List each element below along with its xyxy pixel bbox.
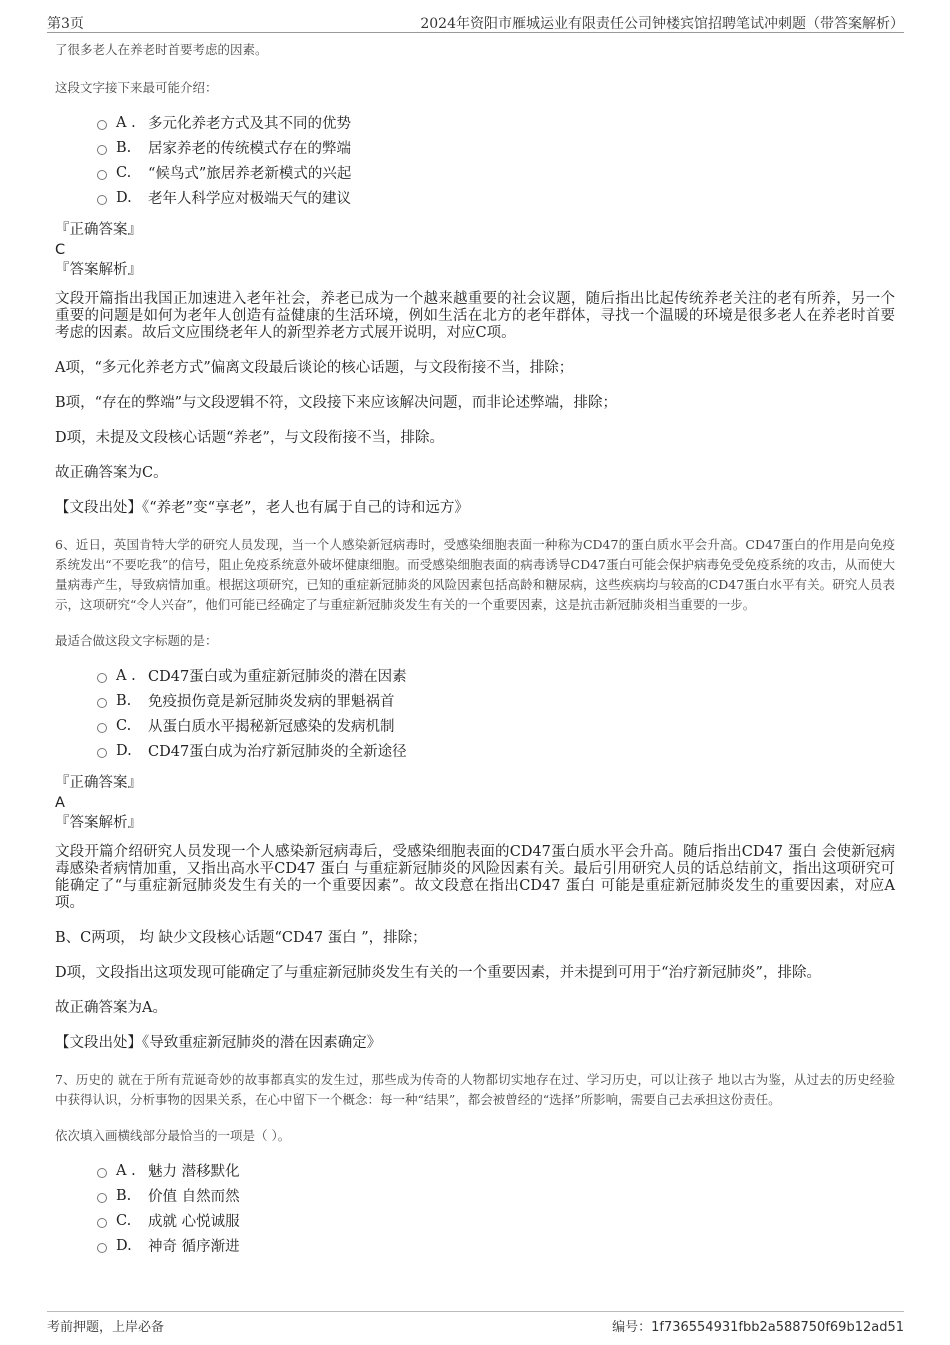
radio-icon[interactable] [97, 170, 107, 180]
q5-passage-tail: 了很多老人在养老时首要考虑的因素。 [55, 42, 268, 57]
q5-analysis-paragraph: 故正确答案为C。 [55, 465, 168, 481]
q5-options [97, 110, 895, 210]
q5-prompt: 这段文字接下来最可能介绍： [55, 80, 218, 95]
page-footer [47, 1311, 904, 1338]
q7-passage: 7、历史的 就在于所有荒诞奇妙的故事都真实的发生过，那些成为传奇的人物都切实地存在过、学习历史，可以让孩子 地以古为鉴，从过去的历史经验中获得认识，分析事物的因果关系，在心中留下一个概念：每一种“结果”，都会被曾经的“选择”所影响，需要自己去承担这份责任。 [55, 1072, 895, 1107]
q5-answer-heading: 『正确答案』 [55, 222, 142, 238]
radio-icon[interactable] [97, 195, 107, 205]
radio-icon[interactable] [97, 673, 107, 683]
q5-option-b[interactable]: B. 居家养老的传统模式存在的弊端 [97, 135, 895, 160]
q6-option-c[interactable]: C. 从蛋白质水平揭秘新冠感染的发病机制 [97, 713, 895, 738]
q5-analysis-paragraph: B项，“存在的弊端”与文段逻辑不符，文段接下来应该解决问题，而非论述弊端，排除； [55, 395, 617, 411]
footer-code-label: 编号： [612, 1320, 652, 1335]
q6-passage: 6、近日，英国肯特大学的研究人员发现，当一个人感染新冠病毒时，受感染细胞表面一种称为CD47的蛋白质水平会升高。CD47蛋白的作用是向免疫系统发出“不要吃我”的信号，阻止免疫系统意外破坏健康细胞。而受感染细胞表面的病毒诱导CD47蛋白可能会保护病毒免受免疫系统的攻击，从而使大量病毒产生，导致病情加重。根据这项研究，已知的重症新冠肺炎的风险因素包括高龄和糖尿病，这些疾病均与较高的CD47蛋白水平有关。研究人员表示，这项研究“令人兴奋”，他们可能已经确定了与重症新冠肺炎发生有关的一个重要因素，这是抗击新冠肺炎相当重要的一步。 [55, 537, 895, 612]
q6-analysis-paragraph: B、C两项， 均 缺少文段核心话题“CD47 蛋白 ”，排除； [55, 930, 427, 946]
q6-answer-heading: 『正确答案』 [55, 775, 142, 791]
q6-option-d[interactable]: D. CD47蛋白成为治疗新冠肺炎的全新途径 [97, 738, 895, 763]
q6-options [97, 663, 895, 763]
document-title: 2024年资阳市雁城运业有限责任公司钟楼宾馆招聘笔试冲刺题（带答案解析） [420, 16, 904, 32]
q5-option-d[interactable]: D. 老年人科学应对极端天气的建议 [97, 185, 895, 210]
footer-code-value: 1f736554931fbb2a588750f69b12ad51 [651, 1320, 904, 1335]
radio-icon[interactable] [97, 120, 107, 130]
q7-option-b[interactable]: B. 价值 自然而然 [97, 1183, 895, 1208]
q6-analysis-paragraph: 故正确答案为A。 [55, 1000, 167, 1016]
q6-analysis-paragraph: D项，文段指出这项发现可能确定了与重症新冠肺炎发生有关的一个重要因素，并未提到可用于“治疗新冠肺炎”，排除。 [55, 965, 821, 981]
q5-option-c[interactable]: C. “候鸟式”旅居养老新模式的兴起 [97, 160, 895, 185]
q6-option-b[interactable]: B. 免疫损伤竟是新冠肺炎发病的罪魁祸首 [97, 688, 895, 713]
q5-analysis-paragraph: D项，未提及文段核心话题“养老”，与文段衔接不当，排除。 [55, 430, 444, 446]
footer-code [612, 1316, 904, 1335]
radio-icon[interactable] [97, 698, 107, 708]
q6-analysis-heading: 『答案解析』 [55, 815, 142, 831]
radio-icon[interactable] [97, 748, 107, 758]
radio-icon[interactable] [97, 1243, 107, 1253]
page-content [55, 40, 895, 1268]
q7-option-d[interactable]: D. 神奇 循序渐进 [97, 1233, 895, 1258]
q6-source: 【文段出处】《导致重症新冠肺炎的潜在因素确定》 [55, 1035, 382, 1051]
q6-answer: A [55, 795, 65, 811]
radio-icon[interactable] [97, 145, 107, 155]
radio-icon[interactable] [97, 723, 107, 733]
q7-option-a[interactable]: A . 魅力 潜移默化 [97, 1158, 895, 1183]
q7-prompt: 依次填入画横线部分最恰当的一项是（ ）。 [55, 1128, 291, 1143]
q6-prompt: 最适合做这段文字标题的是： [55, 633, 218, 648]
radio-icon[interactable] [97, 1193, 107, 1203]
page-header [47, 10, 904, 33]
q5-analysis-paragraph: 文段开篇指出我国正加速进入老年社会，养老已成为一个越来越重要的社会议题，随后指出比起传统养老关注的老有所养，另一个重要的问题是如何为老年人创造有益健康的生活环境，例如生活在北方的老年群体，寻找一个温暖的环境是很多老人在养老时首要考虑的因素。故后文应围绕老年人的新型养老方式展开说明，对应C项。 [55, 291, 895, 341]
q6-analysis-paragraph: 文段开篇介绍研究人员发现一个人感染新冠病毒后，受感染细胞表面的CD47蛋白质水平会升高。随后指出CD47 蛋白 会使新冠病毒感染者病情加重，又指出高水平CD47 蛋白 与重症新冠肺炎的风险因素有关。最后引用研究人员的话总结前文，指出这项研究可能确定了“与重症新冠肺炎发生有关的一个重要因素”。故文段意在指出CD47 蛋白 可能是重症新冠肺炎发生的重要因素，对应A项。 [55, 844, 895, 911]
q6-option-a[interactable]: A . CD47蛋白或为重症新冠肺炎的潜在因素 [97, 663, 895, 688]
q5-answer: C [55, 242, 66, 258]
radio-icon[interactable] [97, 1218, 107, 1228]
q5-source: 【文段出处】《“养老”变“享老”，老人也有属于自己的诗和远方》 [55, 500, 469, 516]
page-number: 第3页 [47, 16, 84, 32]
radio-icon[interactable] [97, 1168, 107, 1178]
q5-option-a[interactable]: A . 多元化养老方式及其不同的优势 [97, 110, 895, 135]
footer-slogan: 考前押题，上岸必备 [47, 1320, 165, 1335]
q5-analysis-heading: 『答案解析』 [55, 262, 142, 278]
q7-option-c[interactable]: C. 成就 心悦诚服 [97, 1208, 895, 1233]
q7-options [97, 1158, 895, 1258]
q5-analysis-paragraph: A项，“多元化养老方式”偏离文段最后谈论的核心话题，与文段衔接不当，排除； [55, 360, 574, 376]
